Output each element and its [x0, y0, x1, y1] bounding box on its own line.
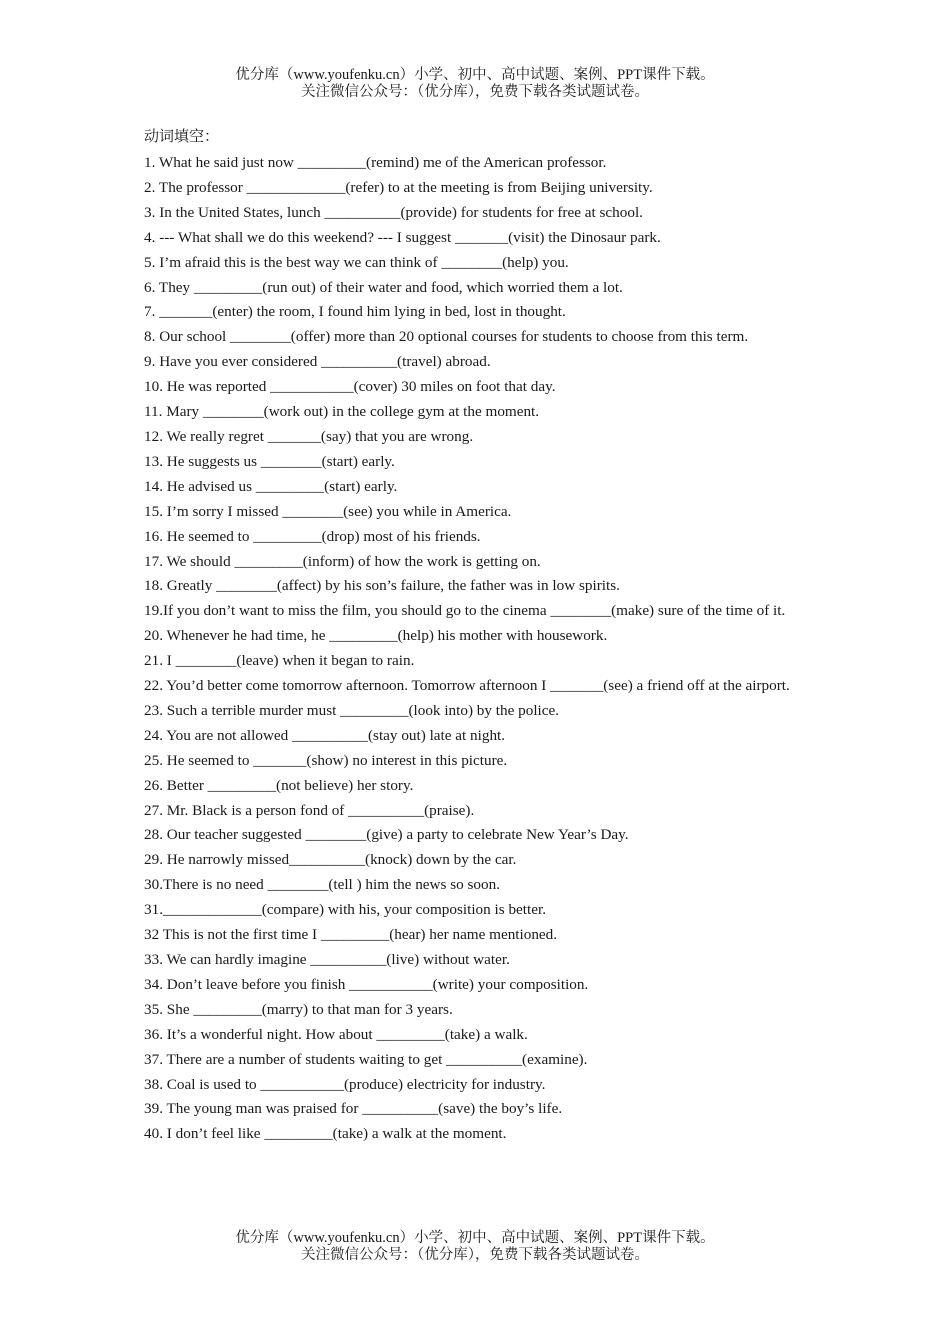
question-item: 2. The professor _____________(refer) to at the meeting is from Beijing university.: [144, 178, 653, 196]
question-item: 25. He seemed to _______(show) no interest in this picture.: [144, 751, 508, 769]
question-item: 16. He seemed to _________(drop) most of his friends.: [144, 527, 481, 545]
question-item: 18. Greatly ________(affect) by his son’s failure, the father was in low spirits.: [144, 577, 620, 595]
question-item: 14. He advised us _________(start) early.: [144, 477, 398, 495]
question-item: 20. Whenever he had time, he _________(help) his mother with housework.: [144, 627, 608, 645]
header-line-1: 优分库（www.youfenku.cn）小学、初中、高中试题、案例、PPT课件下载。: [235, 67, 715, 83]
question-item: 32 This is not the first time I _________(hear) her name mentioned.: [144, 926, 558, 944]
question-item: 33. We can hardly imagine __________(live) without water.: [144, 951, 510, 968]
question-item: 26. Better _________(not believe) her story.: [144, 776, 414, 794]
question-item: 11. Mary ________(work out) in the college gym at the moment.: [144, 403, 540, 421]
question-item: 40. I don’t feel like _________(take) a walk at the moment.: [144, 1125, 507, 1143]
header-line-2: 关注微信公众号：（优分库），免费下载各类试题试卷。: [301, 84, 649, 100]
question-item: 3. In the United States, lunch __________(provide) for students for free at school.: [144, 203, 643, 221]
question-item: 8. Our school ________(offer) more than 20 optional courses for students to choose from this term.: [144, 328, 749, 346]
question-item: 1. What he said just now _________(remind) me of the American professor.: [144, 154, 607, 171]
question-item: 15. I’m sorry I missed ________(see) you while in America.: [144, 502, 512, 520]
question-item: 37. There are a number of students waiting to get __________(examine).: [144, 1050, 588, 1068]
question-item: 38. Coal is used to ___________(produce) electricity for industry.: [144, 1075, 546, 1093]
question-item: 4. --- What shall we do this weekend? --- I suggest _______(visit) the Dinosaur park.: [144, 228, 661, 246]
question-item: 28. Our teacher suggested ________(give) a party to celebrate New Year’s Day.: [144, 826, 629, 844]
question-item: 12. We really regret _______(say) that you are wrong.: [144, 427, 474, 445]
question-item: 9. Have you ever considered __________(travel) abroad.: [144, 353, 491, 371]
question-item: 39. The young man was praised for __________(save) the boy’s life.: [144, 1100, 563, 1118]
question-list: [144, 151, 806, 1147]
question-item: 31._____________(compare) with his, your composition is better.: [144, 901, 546, 919]
question-item: 36. It’s a wonderful night. How about _________(take) a walk.: [144, 1025, 528, 1043]
question-item: 19.If you don’t want to miss the film, you should go to the cinema ________(make) sure of the time of it.: [144, 602, 786, 620]
section-title: 动词填空：: [144, 129, 220, 145]
question-item: 10. He was reported ___________(cover) 30 miles on foot that day.: [144, 378, 556, 396]
page-footer: [0, 1230, 950, 1264]
question-item: 5. I’m afraid this is the best way we can think of ________(help) you.: [144, 253, 569, 271]
question-item: 23. Such a terrible murder must _________(look into) by the police.: [144, 701, 560, 719]
question-item: 27. Mr. Black is a person fond of __________(praise).: [144, 801, 475, 819]
question-item: 29. He narrowly missed__________(knock) down by the car.: [144, 851, 517, 869]
footer-line-1: 优分库（www.youfenku.cn）小学、初中、高中试题、案例、PPT课件下载。: [235, 1230, 715, 1246]
question-item: 13. He suggests us ________(start) early.: [144, 452, 395, 470]
question-item: 35. She _________(marry) to that man for 3 years.: [144, 1000, 453, 1018]
question-item: 21. I ________(leave) when it began to rain.: [144, 652, 415, 670]
question-item: 17. We should _________(inform) of how the work is getting on.: [144, 552, 541, 570]
worksheet-body: [144, 126, 806, 1147]
question-item: 7. _______(enter) the room, I found him lying in bed, lost in thought.: [144, 303, 566, 321]
question-item: 22. You’d better come tomorrow afternoon. Tomorrow afternoon I _______(see) a friend off at the airport.: [144, 677, 790, 695]
question-item: 24. You are not allowed __________(stay out) late at night.: [144, 726, 506, 744]
footer-line-2: 关注微信公众号：（优分库），免费下载各类试题试卷。: [301, 1247, 649, 1263]
page-header: [0, 67, 950, 101]
question-item: 30.There is no need ________(tell ) him the news so soon.: [144, 876, 501, 894]
question-item: 6. They _________(run out) of their water and food, which worried them a lot.: [144, 278, 623, 296]
question-item: 34. Don’t leave before you finish ___________(write) your composition.: [144, 975, 589, 993]
